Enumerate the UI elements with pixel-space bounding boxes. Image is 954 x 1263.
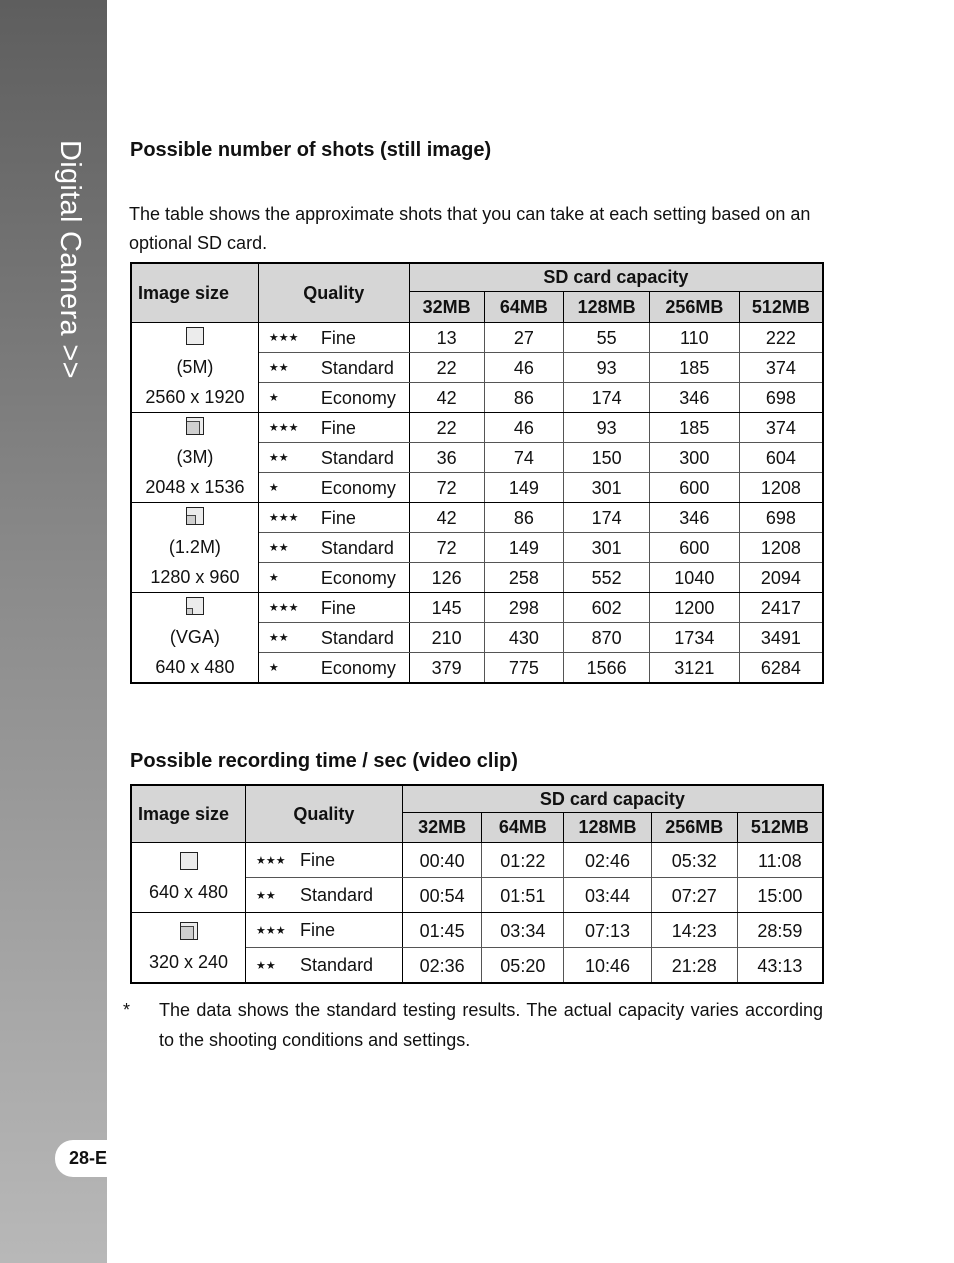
video-time-table xyxy=(130,784,824,984)
table-row xyxy=(131,413,823,443)
capacity-value: 05:20 xyxy=(482,948,564,984)
quality-stars-icon: ★ xyxy=(268,392,279,405)
capacity-value: 298 xyxy=(484,593,564,623)
quality-label: Standard xyxy=(320,537,394,558)
sidebar-title: Digital Camera >> xyxy=(54,140,86,379)
quality-stars-icon: ★★ xyxy=(256,959,276,972)
capacity-header: 32MB xyxy=(409,292,484,323)
col-header-sd-capacity: SD card capacity xyxy=(402,785,823,813)
icon-inner-square xyxy=(187,608,193,614)
image-size-label: (1.2M) xyxy=(168,536,221,557)
image-size-resolution: 320 x 240 xyxy=(148,951,229,972)
quality-stars-icon: ★★★ xyxy=(256,854,286,867)
capacity-value: 10:46 xyxy=(564,948,652,984)
image-size-cell xyxy=(131,503,258,593)
capacity-value: 01:45 xyxy=(402,913,482,948)
capacity-value: 01:51 xyxy=(482,878,564,913)
icon-inner-square xyxy=(187,421,200,434)
quality-cell xyxy=(258,503,409,533)
quality-stars-icon: ★ xyxy=(268,572,279,585)
capacity-value: 1566 xyxy=(564,653,650,684)
capacity-value: 27 xyxy=(484,323,564,353)
table-row xyxy=(131,593,823,623)
quality-label: Fine xyxy=(300,849,336,870)
capacity-value: 600 xyxy=(649,533,739,563)
image-size-resolution: 1280 x 960 xyxy=(150,566,240,587)
capacity-value: 07:13 xyxy=(564,913,652,948)
image-size-1-2m-icon xyxy=(186,507,204,525)
still-image-heading: Possible number of shots (still image) xyxy=(130,139,492,161)
icon-inner-square xyxy=(187,515,196,524)
quality-stars-icon: ★ xyxy=(268,662,279,675)
capacity-value: 46 xyxy=(484,413,564,443)
image-size-cell xyxy=(131,413,258,503)
page-number-tab xyxy=(55,1140,107,1177)
capacity-header: 128MB xyxy=(564,813,652,843)
table-row xyxy=(131,913,823,948)
quality-label: Fine xyxy=(320,417,356,438)
image-size-3m-icon xyxy=(186,417,204,435)
footnote-mark: * xyxy=(123,1000,131,1020)
table-row xyxy=(131,323,823,353)
video-clip-heading: Possible recording time / sec (video clip) xyxy=(130,750,518,772)
image-size-cell xyxy=(131,323,258,413)
capacity-value: 93 xyxy=(564,413,650,443)
page-number: 28-E xyxy=(68,1148,107,1168)
quality-stars-icon: ★★ xyxy=(268,362,289,375)
icon-wrap xyxy=(132,326,258,352)
capacity-value: 3121 xyxy=(649,653,739,684)
capacity-value: 2094 xyxy=(739,563,823,593)
image-size-5m-icon xyxy=(186,327,204,345)
capacity-header: 512MB xyxy=(737,813,823,843)
capacity-value: 46 xyxy=(484,353,564,383)
icon-wrap xyxy=(132,921,245,947)
capacity-value: 210 xyxy=(409,623,484,653)
capacity-value: 72 xyxy=(409,473,484,503)
icon-wrap xyxy=(132,851,245,877)
quality-cell xyxy=(258,533,409,563)
capacity-value: 6284 xyxy=(760,658,801,678)
image-size-cell xyxy=(131,593,258,684)
quality-stars-icon: ★★★ xyxy=(268,512,299,525)
quality-stars-icon: ★★★ xyxy=(268,332,299,345)
quality-cell xyxy=(246,843,403,878)
capacity-value: 300 xyxy=(649,443,739,473)
capacity-value: 222 xyxy=(739,323,823,353)
quality-label: Fine xyxy=(320,597,356,618)
capacity-value: 42 xyxy=(409,383,484,413)
capacity-value: 21:28 xyxy=(651,948,737,984)
quality-stars-icon: ★★ xyxy=(268,632,289,645)
col-header-image-size: Image size xyxy=(131,785,246,843)
capacity-value: 258 xyxy=(484,563,564,593)
capacity-value: 2417 xyxy=(739,593,823,623)
sidebar xyxy=(0,0,107,1263)
capacity-value: 15:00 xyxy=(737,878,823,913)
capacity-value: 1734 xyxy=(649,623,739,653)
capacity-value: 86 xyxy=(484,503,564,533)
capacity-value: 01:22 xyxy=(482,843,564,878)
capacity-value: 22 xyxy=(409,413,484,443)
capacity-value: 28:59 xyxy=(737,913,823,948)
capacity-value: 150 xyxy=(564,443,650,473)
capacity-header: 64MB xyxy=(484,292,564,323)
capacity-value: 02:46 xyxy=(564,843,652,878)
col-header-image-size: Image size xyxy=(131,263,258,323)
icon-wrap xyxy=(132,416,258,442)
col-header-quality: Quality xyxy=(258,263,409,323)
capacity-value: 430 xyxy=(484,623,564,653)
capacity-value: 110 xyxy=(649,323,739,353)
capacity-value: 346 xyxy=(649,383,739,413)
capacity-value: 600 xyxy=(649,473,739,503)
quality-cell xyxy=(246,948,403,984)
capacity-value: 1208 xyxy=(739,473,823,503)
quality-cell xyxy=(258,563,409,593)
image-size-resolution: 2560 x 1920 xyxy=(145,386,245,407)
capacity-value: 55 xyxy=(564,323,650,353)
quality-cell xyxy=(258,323,409,353)
capacity-value: 1208 xyxy=(739,533,823,563)
capacity-value: 02:36 xyxy=(402,948,482,984)
capacity-value: 03:34 xyxy=(482,913,564,948)
quality-cell xyxy=(258,443,409,473)
image-size-vga-icon xyxy=(186,597,204,615)
capacity-value: 346 xyxy=(649,503,739,533)
quality-stars-icon: ★★ xyxy=(268,542,289,555)
capacity-value: 13 xyxy=(409,323,484,353)
capacity-value: 698 xyxy=(739,503,823,533)
image-size-label: (VGA) xyxy=(169,626,220,647)
quality-stars-icon: ★★★ xyxy=(268,602,299,615)
quality-stars-icon: ★★★ xyxy=(268,422,299,435)
quality-label: Standard xyxy=(320,627,394,648)
capacity-value: 602 xyxy=(564,593,650,623)
quality-label: Fine xyxy=(320,327,356,348)
image-size-resolution: 640 x 480 xyxy=(155,656,235,677)
icon-wrap xyxy=(132,506,258,532)
quality-stars-icon: ★★ xyxy=(268,452,289,465)
capacity-value: 174 xyxy=(564,503,650,533)
image-size-cell xyxy=(131,843,246,913)
capacity-value: 3491 xyxy=(739,623,823,653)
capacity-value: 149 xyxy=(484,473,564,503)
image-size-resolution: 2048 x 1536 xyxy=(145,476,245,497)
capacity-value: 11:08 xyxy=(737,843,823,878)
table-row xyxy=(131,843,823,878)
capacity-value: 552 xyxy=(564,563,650,593)
capacity-value: 1200 xyxy=(649,593,739,623)
quality-stars-icon: ★★ xyxy=(256,889,276,902)
image-size-label: (5M) xyxy=(176,356,214,377)
capacity-value: 22 xyxy=(409,353,484,383)
capacity-value: 185 xyxy=(649,413,739,443)
quality-cell xyxy=(258,353,409,383)
capacity-value: 00:54 xyxy=(402,878,482,913)
capacity-value: 145 xyxy=(409,593,484,623)
icon-inner-square xyxy=(181,926,194,939)
quality-cell xyxy=(258,413,409,443)
video-size-640-icon xyxy=(180,852,198,870)
capacity-header: 512MB xyxy=(739,292,823,323)
quality-label: Standard xyxy=(320,357,394,378)
quality-label: Economy xyxy=(320,477,396,498)
image-size-cell xyxy=(131,913,246,984)
quality-cell xyxy=(246,878,403,913)
capacity-value: 379 xyxy=(409,653,484,684)
capacity-value: 775 xyxy=(484,653,564,684)
capacity-value: 03:44 xyxy=(564,878,652,913)
capacity-value: 126 xyxy=(409,563,484,593)
image-size-label: (3M) xyxy=(176,446,214,467)
image-size-resolution: 640 x 480 xyxy=(148,881,229,902)
capacity-value: 870 xyxy=(564,623,650,653)
quality-cell xyxy=(258,383,409,413)
footnote-text: The data shows the standard testing results. The actual capacity varies according to the shooting conditions and settings. xyxy=(159,1000,823,1050)
col-header-quality: Quality xyxy=(246,785,403,843)
quality-cell xyxy=(258,653,409,684)
capacity-value: 93 xyxy=(564,353,650,383)
quality-label: Standard xyxy=(300,954,374,975)
capacity-value: 301 xyxy=(564,473,650,503)
still-shots-table xyxy=(130,262,824,684)
capacity-value: 74 xyxy=(484,443,564,473)
col-header-sd-capacity: SD card capacity xyxy=(409,263,823,292)
quality-cell xyxy=(258,473,409,503)
quality-label: Economy xyxy=(320,567,396,588)
quality-label: Standard xyxy=(320,447,394,468)
capacity-value: 42 xyxy=(409,503,484,533)
capacity-value: 174 xyxy=(564,383,650,413)
capacity-value: 185 xyxy=(649,353,739,383)
quality-label: Fine xyxy=(320,507,356,528)
capacity-value: 1040 xyxy=(649,563,739,593)
still-image-intro: The table shows the approximate shots that you can take at each setting based on an optional SD card. xyxy=(129,204,811,253)
quality-stars-icon: ★★★ xyxy=(256,924,286,937)
table-row xyxy=(131,503,823,533)
quality-label: Economy xyxy=(320,387,396,408)
capacity-value: 07:27 xyxy=(651,878,737,913)
capacity-value: 00:40 xyxy=(402,843,482,878)
capacity-value: 698 xyxy=(739,383,823,413)
capacity-value: 604 xyxy=(739,443,823,473)
video-size-320-icon xyxy=(180,922,198,940)
capacity-value: 374 xyxy=(739,413,823,443)
capacity-header: 256MB xyxy=(649,292,739,323)
capacity-value: 05:32 xyxy=(651,843,737,878)
capacity-value: 72 xyxy=(409,533,484,563)
capacity-value: 301 xyxy=(564,533,650,563)
quality-label: Economy xyxy=(320,657,396,678)
quality-cell xyxy=(258,593,409,623)
capacity-value: 43:13 xyxy=(757,955,803,976)
capacity-value: 149 xyxy=(484,533,564,563)
capacity-header: 64MB xyxy=(482,813,564,843)
capacity-value: 14:23 xyxy=(651,913,737,948)
capacity-value: 374 xyxy=(739,353,823,383)
icon-wrap xyxy=(132,596,258,622)
quality-label: Standard xyxy=(300,884,374,905)
capacity-header: 256MB xyxy=(651,813,737,843)
capacity-header: 32MB xyxy=(402,813,482,843)
quality-cell xyxy=(258,623,409,653)
quality-cell xyxy=(246,913,403,948)
capacity-header: 128MB xyxy=(564,292,650,323)
quality-label: Fine xyxy=(300,919,336,940)
quality-stars-icon: ★ xyxy=(268,482,279,495)
capacity-value: 36 xyxy=(409,443,484,473)
capacity-value: 86 xyxy=(484,383,564,413)
